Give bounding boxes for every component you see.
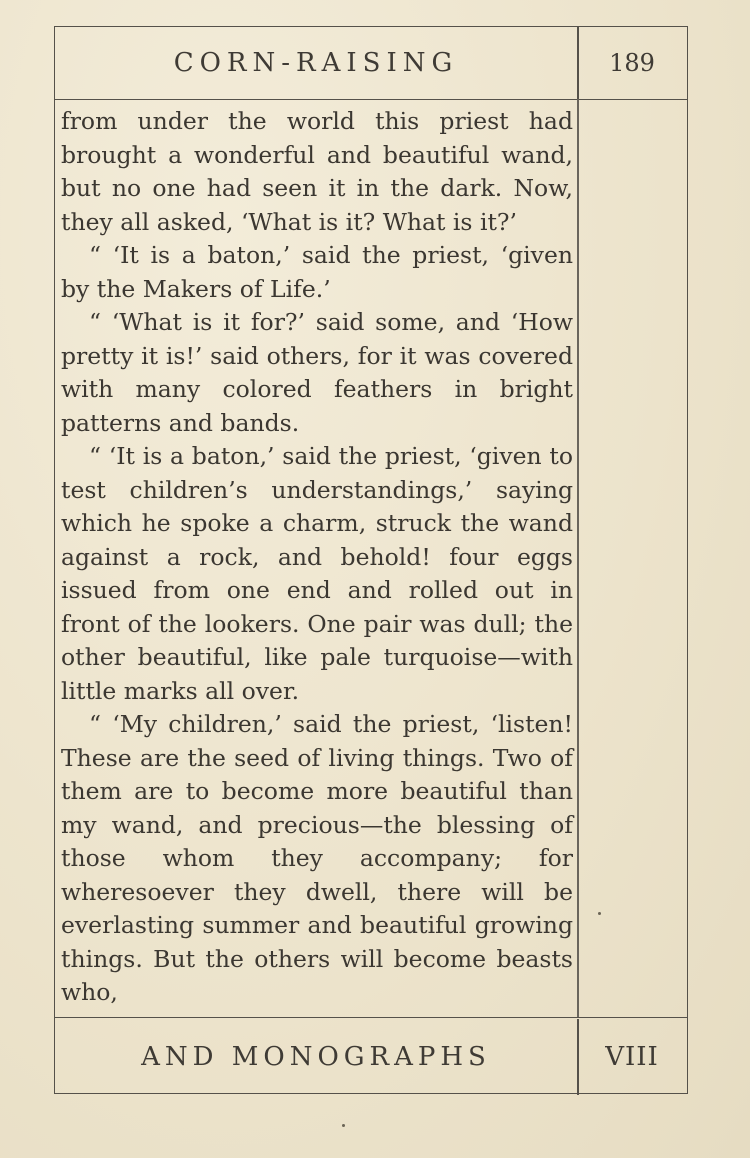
paragraph: “ ‘What is it for?’ said some, and ‘How pretty it is!’ said others, for it was covered with many colored feathers in bright patterns and bands. bbox=[61, 308, 573, 437]
volume-number: VIII bbox=[605, 1042, 659, 1072]
body-text bbox=[61, 105, 573, 1010]
paragraph: from under the world this priest had brought a wonderful and beautiful wand, but no one had seen it in the dark. Now, they all asked, ‘What is it? What is it?’ bbox=[61, 107, 573, 236]
paper-speck bbox=[342, 1124, 345, 1127]
page-frame bbox=[54, 26, 688, 1094]
paper-speck bbox=[598, 912, 601, 915]
margin-column bbox=[579, 99, 687, 1017]
page-number: 189 bbox=[609, 49, 655, 77]
paragraph: “ ‘My children,’ said the priest, ‘listen! These are the seed of living things. Two of them are to become more beautiful than my wand, and precious—the blessing of those whom they accompany; for wheresoever they dwell, there will be everlasting summer and beautiful growing things. But the others will become beasts who, bbox=[61, 710, 573, 1006]
paragraph: “ ‘It is a baton,’ said the priest, ‘given to test children’s understandings,’ saying which he spoke a charm, struck the wand against a rock, and behold! four eggs issued from one end and rolled out in front of the lookers. One pair was dull; the other beautiful, like pale turquoise—with little marks all over. bbox=[61, 442, 573, 705]
page-footer bbox=[55, 1017, 687, 1096]
page-header bbox=[55, 27, 687, 100]
running-title: CORN-RAISING bbox=[173, 48, 459, 78]
paragraph: “ ‘It is a baton,’ said the priest, ‘given by the Makers of Life.’ bbox=[61, 241, 573, 303]
header-divider bbox=[577, 27, 579, 99]
series-title: AND MONOGRAPHS bbox=[141, 1042, 491, 1072]
